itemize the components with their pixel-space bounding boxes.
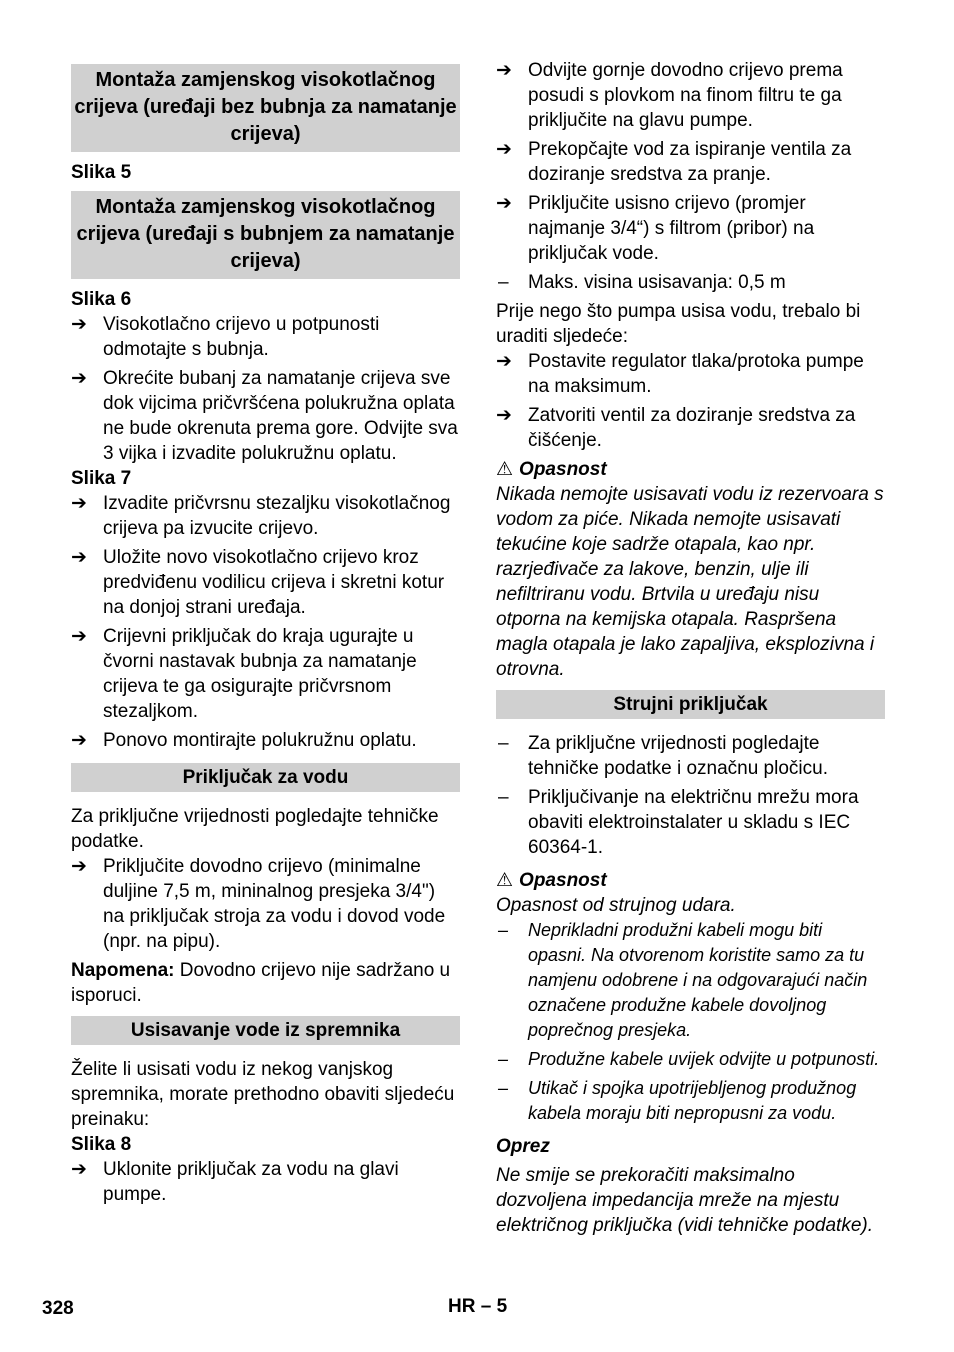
step-item: ➔ Uklonite priključak za vodu na glavi pumpe. bbox=[71, 1157, 460, 1207]
step-item: ➔ Odvijte gornje dovodno crijevo prema posudi s plovkom na finom filtru te ga priključite na glavu pumpe. bbox=[496, 58, 885, 133]
figure-ref-8: Slika 8 bbox=[71, 1134, 132, 1155]
caution-label: Oprez bbox=[496, 1136, 550, 1157]
step-item: ➔ Priključite usisno crijevo (promjer najmanje 3/4“) s filtrom (pribor) na priključak vode. bbox=[496, 191, 885, 266]
dash-item: – Produžne kabele uvijek odvijte u potpunosti. bbox=[496, 1047, 885, 1072]
figure-ref-6: Slika 6 bbox=[71, 289, 132, 310]
step-item: ➔ Visokotlačno crijevo u potpunosti odmotajte s bubnja. bbox=[71, 312, 460, 362]
danger-heading bbox=[496, 457, 885, 482]
before-text: Prije nego što pumpa usisa vodu, trebalo bi uraditi sljedeće: bbox=[496, 301, 861, 347]
heading-replacement-hose-no-drum: Montaža zamjenskog visokotlačnog crijeva (uređaji bez bubnja za namatanje crijeva) bbox=[71, 64, 460, 152]
tank-intro: Želite li usisati vodu iz nekog vanjskog spremnika, morate prethodno obaviti sljedeću preinaku: bbox=[71, 1059, 455, 1130]
note-label: Napomena: bbox=[71, 960, 175, 981]
heading-power-connection: Strujni priključak bbox=[496, 690, 885, 719]
step-item: ➔ Priključite dovodno crijevo (minimalne duljine 7,5 m, mininalnog presjeka 3/4") na priključak stroja za vodu i dovod vode (npr. na pipu). bbox=[71, 854, 460, 954]
danger-text: Opasnost od strujnog udara. bbox=[496, 895, 736, 916]
danger-label: Opasnost bbox=[519, 459, 607, 480]
left-column bbox=[71, 58, 460, 1207]
dash-item: – Za priključne vrijednosti pogledajte tehničke podatke i označnu pločicu. bbox=[496, 731, 885, 781]
dash-item: – Maks. visina usisavanja: 0,5 m bbox=[496, 270, 885, 295]
note bbox=[71, 958, 460, 1008]
warning-triangle-icon: ⚠ bbox=[496, 458, 514, 480]
figure-ref-7: Slika 7 bbox=[71, 468, 132, 489]
step-item: ➔ Postavite regulator tlaka/protoka pumpe na maksimum. bbox=[496, 349, 885, 399]
step-item: ➔ Crijevni priključak do kraja ugurajte u čvorni nastavak bubnja za namatanje crijeva te ga osigurajte pričvrsnom stezaljkom. bbox=[71, 624, 460, 724]
note-text: Dovodno crijevo nije sadržano u isporuci. bbox=[71, 960, 451, 1006]
language-page-label: HR – 5 bbox=[448, 1296, 508, 1317]
page-number: 328 bbox=[42, 1298, 74, 1319]
heading-water-connection: Priključak za vodu bbox=[71, 763, 460, 792]
dash-item: – Neprikladni produžni kabeli mogu biti opasni. Na otvorenom koristite samo za tu namjenu odobrene i na odgovarajući način označene produžne kabele dovoljnog poprečnog presjeka. bbox=[496, 918, 885, 1043]
dash-item: – Utikač i spojka upotrijebljenog produžnog kabela moraju biti nepropusni za vodu. bbox=[496, 1076, 885, 1126]
right-column bbox=[496, 58, 885, 1238]
step-item: ➔ Uložite novo visokotlačno crijevo kroz predviđenu vodilicu crijeva i skretni kotur na donjoj strani uređaja. bbox=[71, 545, 460, 620]
heading-tank-suction: Usisavanje vode iz spremnika bbox=[71, 1016, 460, 1045]
caution-text: Ne smije se prekoračiti maksimalno dozvoljena impedancija mreže na mjestu električnog priključka (vidi tehničke podatke). bbox=[496, 1165, 874, 1236]
figure-ref-5: Slika 5 bbox=[71, 162, 132, 183]
step-item: ➔ Prekopčajte vod za ispiranje ventila za doziranje sredstva za pranje. bbox=[496, 137, 885, 187]
step-item: ➔ Okrećite bubanj za namatanje crijeva sve dok vijcima pričvršćena polukružna oplata ne bude okrenuta prema gore. Odvijte sva 3 vijka i izvadite polukružnu oplatu. bbox=[71, 366, 460, 466]
step-item: ➔ Izvadite pričvrsnu stezaljku visokotlačnog crijeva pa izvucite crijevo. bbox=[71, 491, 460, 541]
dash-item: – Priključivanje na električnu mrežu mora obaviti elektroinstalater u skladu s IEC 60364-1. bbox=[496, 785, 885, 860]
water-intro: Za priključne vrijednosti pogledajte tehničke podatke. bbox=[71, 806, 439, 852]
step-item: ➔ Zatvoriti ventil za doziranje sredstva za čišćenje. bbox=[496, 403, 885, 453]
step-item: ➔ Ponovo montirajte polukružnu oplatu. bbox=[71, 728, 460, 753]
warning-triangle-icon: ⚠ bbox=[496, 869, 514, 891]
danger-heading bbox=[496, 868, 885, 893]
heading-replacement-hose-with-drum: Montaža zamjenskog visokotlačnog crijeva (uređaji s bubnjem za namatanje crijeva) bbox=[71, 191, 460, 279]
danger-text: Nikada nemojte usisavati vodu iz rezervoara s vodom za piće. Nikada nemojte usisavati tekućine koje sadrže otapala, kao npr. razrjeđivače za lakove, benzin, ulje ili nefiltriranu vodu. Brtvila u uređaju nisu otporna na kemijska otapala. Raspršena magla otapala je lako zapaljiva, eksplozivna i otrovna. bbox=[496, 484, 884, 680]
danger-label: Opasnost bbox=[519, 870, 607, 891]
